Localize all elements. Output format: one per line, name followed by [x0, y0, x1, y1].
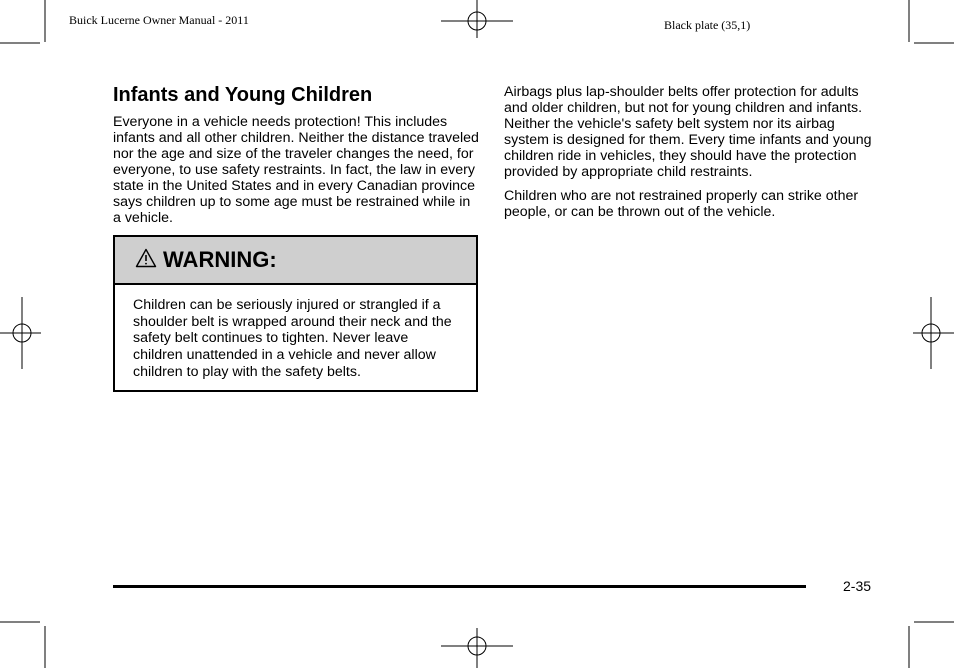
- section-title: Infants and Young Children: [113, 84, 373, 106]
- warning-title: WARNING:: [163, 247, 277, 272]
- section-paragraph: Everyone in a vehicle needs protection! This includes infants and all other children. Neither the distance traveled nor the age and size of the traveler changes the need, for everyone, to use safety restraints. In fact, the law in every state in the United States and in every Canadian province says children up to some age must be restrained while in a vehicle.: [113, 114, 479, 226]
- header-manual-title: Buick Lucerne Owner Manual - 2011: [69, 13, 249, 27]
- left-column: [113, 82, 479, 234]
- page-number: 2-35: [843, 578, 872, 594]
- registration-mark: [913, 297, 954, 369]
- registration-mark: [0, 297, 41, 369]
- warning-box: [113, 235, 478, 392]
- warning-text: Children can be seriously injured or strangled if a shoulder belt is wrapped around their neck and the safety belt continues to tighten. Never leave children unattended in a vehicle and never allow children to play with the safety belts.: [133, 297, 452, 380]
- footer-rule: [113, 585, 806, 588]
- right-column: [504, 84, 874, 228]
- warning-header: [115, 237, 476, 285]
- registration-mark: [441, 0, 513, 38]
- airbags-paragraph: Airbags plus lap-shoulder belts offer protection for adults and older children, but not for young children and infants. Neither the vehicle's safety belt system nor its airbag system is designed for them. Every time infants and young children ride in vehicles, they should have the protection provided by appropriate child restraints.: [504, 84, 872, 180]
- registration-mark: [441, 628, 513, 668]
- header-plate-info: Black plate (35,1): [664, 18, 751, 32]
- unrestrained-paragraph: Children who are not restrained properly can strike other people, or can be thrown out of the vehicle.: [504, 188, 859, 220]
- warning-triangle-icon: [135, 248, 157, 273]
